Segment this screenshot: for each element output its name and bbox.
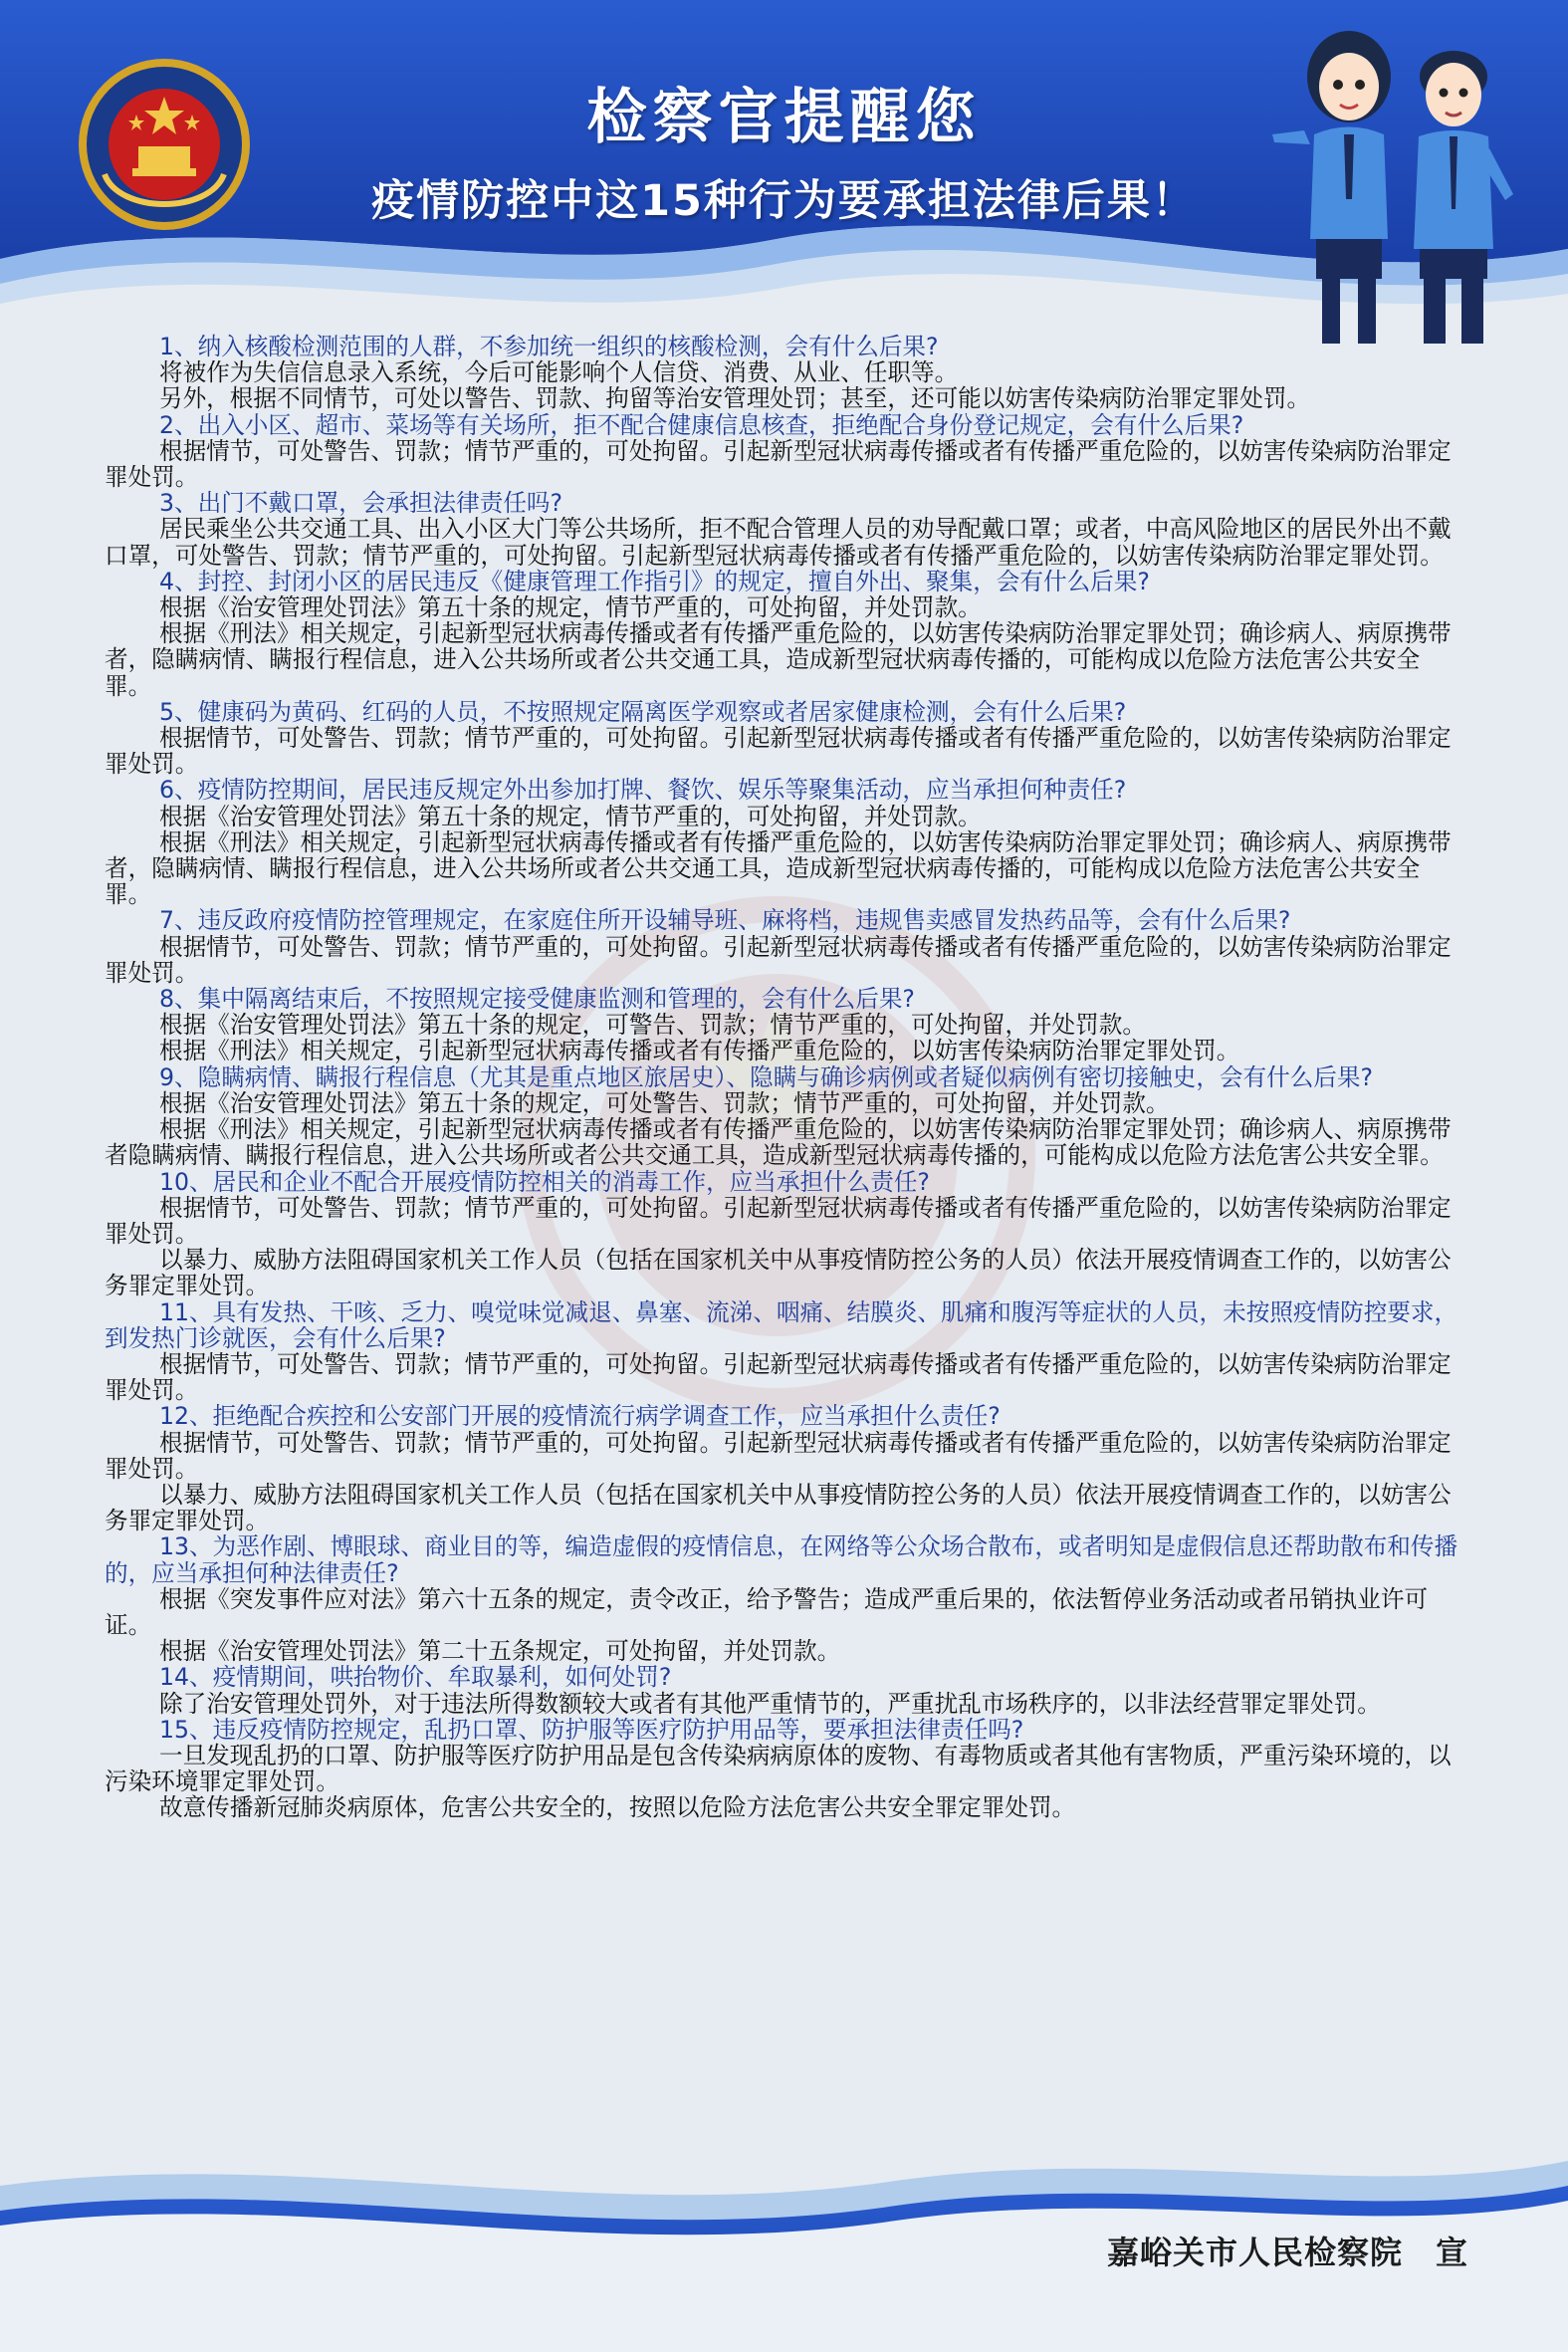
- question-10: 10、居民和企业不配合开展疫情防控相关的消毒工作，应当承担什么责任?: [159, 1167, 930, 1196]
- question-7: 7、违反政府疫情防控管理规定，在家庭住所开设辅导班、麻将档，违规售卖感冒发热药品等，会有什么后果?: [159, 906, 1291, 935]
- answer-9-2: 根据《刑法》相关规定，引起新型冠状病毒传播或者有传播严重危险的，以妨害传染病防治罪定罪处罚；确诊病人、病原携带者隐瞒病情、瞒报行程信息，进入公共场所或者公共交通工具，造成新型冠状病毒传播的，可能构成以危险方法危害公共安全罪。: [105, 1115, 1452, 1170]
- question-11: 11、具有发热、干咳、乏力、嗅觉味觉减退、鼻塞、流涕、咽痛、结膜炎、肌痛和腹泻等症状的人员，未按照疫情防控要求，到发热门诊就医，会有什么后果?: [105, 1297, 1458, 1352]
- answer-2-1: 根据情节，可处警告、罚款；情节严重的，可处拘留。引起新型冠状病毒传播或者有传播严重危险的，以妨害传染病防治罪定罪处罚。: [105, 436, 1452, 492]
- qa-item-12: [105, 1403, 1463, 1533]
- answer-7-1: 根据情节，可处警告、罚款；情节严重的，可处拘留。引起新型冠状病毒传播或者有传播严重危险的，以妨害传染病防治罪定罪处罚。: [105, 932, 1452, 987]
- answer-11-1: 根据情节，可处警告、罚款；情节严重的，可处拘留。引起新型冠状病毒传播或者有传播严重危险的，以妨害传染病防治罪定罪处罚。: [105, 1349, 1452, 1405]
- prosecutor-figures-illustration: [1264, 25, 1523, 353]
- answer-6-2: 根据《刑法》相关规定，引起新型冠状病毒传播或者有传播严重危险的，以妨害传染病防治罪定罪处罚；确诊病人、病原携带者，隐瞒病情、瞒报行程信息，进入公共场所或者公共交通工具，造成新型冠状病毒传播的，可能构成以危险方法危害公共安全罪。: [105, 827, 1452, 909]
- qa-list: [105, 334, 1463, 1821]
- qa-item-6: [105, 777, 1463, 907]
- qa-item-2: [105, 412, 1463, 491]
- qa-item-11: [105, 1299, 1463, 1404]
- qa-item-1: [105, 334, 1463, 412]
- answer-9-1: 根据《治安管理处罚法》第五十条的规定，可处警告、罚款；情节严重的，可处拘留，并处罚款。: [159, 1088, 1170, 1117]
- answer-15-2: 故意传播新冠肺炎病原体，危害公共安全的，按照以危险方法危害公共安全罪定罪处罚。: [159, 1793, 1076, 1822]
- question-2: 2、出入小区、超市、菜场等有关场所，拒不配合健康信息核查，拒绝配合身份登记规定，会有什么后果?: [159, 410, 1244, 439]
- qa-item-13: [105, 1533, 1463, 1664]
- question-12: 12、拒绝配合疾控和公安部门开展的疫情流行病学调查工作，应当承担什么责任?: [159, 1402, 1001, 1431]
- question-6: 6、疫情防控期间，居民违反规定外出参加打牌、餐饮、娱乐等聚集活动，应当承担何种责任?: [159, 776, 1127, 805]
- question-13: 13、为恶作剧、博眼球、商业目的等，编造虚假的疫情信息，在网络等公众场合散布，或者明知是虚假信息还帮助散布和传播的，应当承担何种法律责任?: [105, 1532, 1458, 1587]
- question-8: 8、集中隔离结束后，不按照规定接受健康监测和管理的，会有什么后果?: [159, 985, 915, 1014]
- answer-10-2: 以暴力、威胁方法阻碍国家机关工作人员（包括在国家机关中从事疫情防控公务的人员）依法开展疫情调查工作的，以妨害公务罪定罪处罚。: [105, 1246, 1452, 1300]
- answer-1-1: 将被作为失信信息录入系统，今后可能影响个人信贷、消费、从业、任职等。: [159, 358, 959, 387]
- qa-item-7: [105, 907, 1463, 986]
- answer-8-2: 根据《刑法》相关规定，引起新型冠状病毒传播或者有传播严重危险的，以妨害传染病防治罪定罪处罚。: [159, 1037, 1240, 1065]
- qa-item-3: [105, 490, 1463, 569]
- question-4: 4、封控、封闭小区的居民违反《健康管理工作指引》的规定，擅自外出、聚集，会有什么后果?: [159, 567, 1150, 595]
- page-subtitle: 疫情防控中这15种行为要承担法律后果！: [371, 176, 1197, 226]
- answer-3-1: 居民乘坐公共交通工具、出入小区大门等公共场所，拒不配合管理人员的劝导配戴口罩；或者，中高风险地区的居民外出不戴口罩，可处警告、罚款；情节严重的，可处拘留。引起新型冠状病毒传播或者有传播严重危险的，以妨害传染病防治罪定罪处罚。: [105, 515, 1452, 570]
- answer-5-1: 根据情节，可处警告、罚款；情节严重的，可处拘留。引起新型冠状病毒传播或者有传播严重危险的，以妨害传染病防治罪定罪处罚。: [105, 724, 1452, 779]
- answer-10-1: 根据情节，可处警告、罚款；情节严重的，可处拘留。引起新型冠状病毒传播或者有传播严重危险的，以妨害传染病防治罪定罪处罚。: [105, 1193, 1452, 1248]
- qa-item-10: [105, 1169, 1463, 1299]
- answer-4-2: 根据《刑法》相关规定，引起新型冠状病毒传播或者有传播严重危险的，以妨害传染病防治罪定罪处罚；确诊病人、病原携带者，隐瞒病情、瞒报行程信息，进入公共场所或者公共交通工具，造成新型冠状病毒传播的，可能构成以危险方法危害公共安全罪。: [105, 619, 1452, 700]
- answer-8-1: 根据《治安管理处罚法》第五十条的规定，可警告、罚款；情节严重的，可处拘留，并处罚款。: [159, 1011, 1146, 1040]
- qa-item-15: [105, 1717, 1463, 1821]
- answer-13-1: 根据《突发事件应对法》第六十五条的规定，责令改正，给予警告；造成严重后果的，依法暂停业务活动或者吊销执业许可证。: [105, 1584, 1429, 1639]
- question-14: 14、疫情期间，哄抬物价、牟取暴利，如何处罚?: [159, 1663, 672, 1692]
- qa-item-8: [105, 986, 1463, 1064]
- question-15: 15、违反疫情防控规定，乱扔口罩、防护服等医疗防护用品等，要承担法律责任吗?: [159, 1715, 1024, 1744]
- page-title: 检察官提醒您: [586, 83, 982, 152]
- answer-6-1: 根据《治安管理处罚法》第五十条的规定，情节严重的，可处拘留，并处罚款。: [159, 802, 982, 830]
- question-1: 1、纳入核酸检测范围的人群，不参加统一组织的核酸检测，会有什么后果?: [159, 333, 939, 360]
- qa-item-5: [105, 699, 1463, 778]
- answer-4-1: 根据《治安管理处罚法》第五十条的规定，情节严重的，可处拘留，并处罚款。: [159, 593, 982, 622]
- answer-12-1: 根据情节，可处警告、罚款；情节严重的，可处拘留。引起新型冠状病毒传播或者有传播严重危险的，以妨害传染病防治罪定罪处罚。: [105, 1428, 1452, 1483]
- answer-14-1: 除了治安管理处罚外，对于违法所得数额较大或者有其他严重情节的，严重扰乱市场秩序的，以非法经营罪定罪处罚。: [159, 1689, 1381, 1718]
- answer-12-2: 以暴力、威胁方法阻碍国家机关工作人员（包括在国家机关中从事疫情防控公务的人员）依法开展疫情调查工作的，以妨害公务罪定罪处罚。: [105, 1480, 1452, 1535]
- answer-15-1: 一旦发现乱扔的口罩、防护服等医疗防护用品是包含传染病病原体的废物、有毒物质或者其他有害物质，严重污染环境的，以污染环境罪定罪处罚。: [105, 1741, 1452, 1796]
- question-3: 3、出门不戴口罩，会承担法律责任吗?: [159, 489, 563, 518]
- qa-item-14: [105, 1664, 1463, 1716]
- answer-13-2: 根据《治安管理处罚法》第二十五条规定，可处拘留，并处罚款。: [159, 1637, 841, 1666]
- answer-1-2: 另外，根据不同情节，可处以警告、罚款、拘留等治安管理处罚；甚至，还可能以妨害传染病防治罪定罪处罚。: [159, 384, 1311, 413]
- qa-item-9: [105, 1064, 1463, 1169]
- question-9: 9、隐瞒病情、瞒报行程信息（尤其是重点地区旅居史）、隐瞒与确诊病例或者疑似病例有密切接触史，会有什么后果?: [159, 1062, 1374, 1091]
- qa-item-4: [105, 569, 1463, 699]
- issuer-signature: 嘉峪关市人民检察院 宣: [1106, 2234, 1468, 2271]
- question-5: 5、健康码为黄码、红码的人员，不按照规定隔离医学观察或者居家健康检测，会有什么后果?: [159, 697, 1127, 726]
